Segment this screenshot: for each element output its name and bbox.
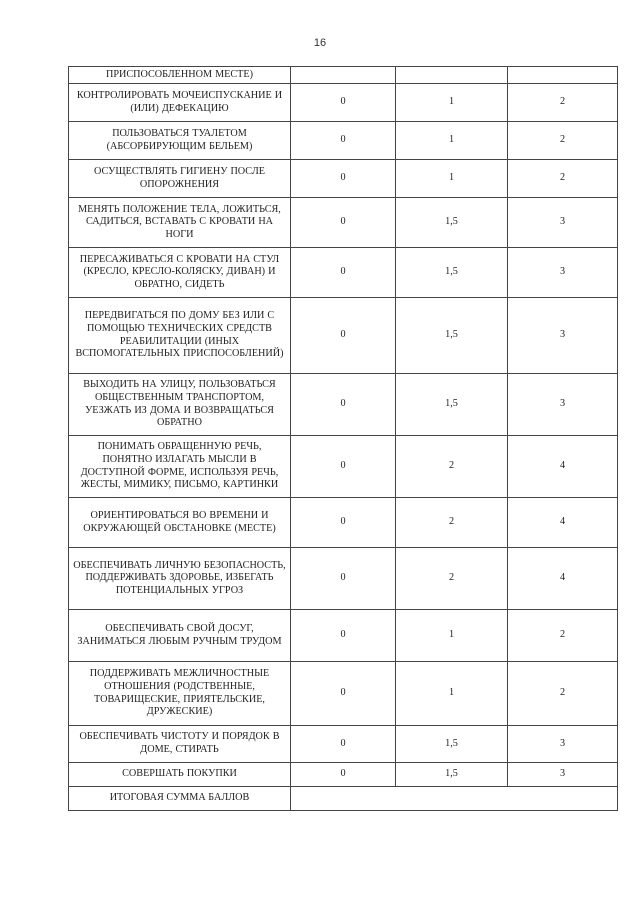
table-row [69,160,618,198]
score-cell-1: 1,5 [396,248,508,298]
score-cell-2: 3 [508,198,618,248]
score-cell-0: 0 [291,610,396,662]
activity-label: МЕНЯТЬ ПОЛОЖЕНИЕ ТЕЛА, ЛОЖИТЬСЯ, САДИТЬСЯ, ВСТАВАТЬ С КРОВАТИ НА НОГИ [69,198,291,248]
score-cell-2: 4 [508,548,618,610]
score-cell-2: 3 [508,726,618,763]
activity-label: ОБЕСПЕЧИВАТЬ СВОЙ ДОСУГ, ЗАНИМАТЬСЯ ЛЮБЫМ РУЧНЫМ ТРУДОМ [69,610,291,662]
score-cell-1: 1 [396,610,508,662]
score-cell-2: 2 [508,84,618,122]
table-row [69,662,618,726]
score-cell-0: 0 [291,198,396,248]
table-row [69,374,618,436]
score-cell-0: 0 [291,662,396,726]
score-cell-1: 2 [396,548,508,610]
score-cell-1: 1,5 [396,374,508,436]
score-cell-0: 0 [291,84,396,122]
score-cell-0: 0 [291,160,396,198]
table-row [69,248,618,298]
table-row [69,298,618,374]
table-row [69,548,618,610]
score-cell-0: 0 [291,374,396,436]
score-cell-1: 1,5 [396,726,508,763]
table-row [69,67,618,84]
score-cell-0: 0 [291,726,396,763]
score-cell-2: 2 [508,662,618,726]
score-cell-0: 0 [291,498,396,548]
score-cell-1: 1 [396,160,508,198]
score-cell-2: 3 [508,763,618,787]
table-row [69,122,618,160]
activity-label: ПЕРЕСАЖИВАТЬСЯ С КРОВАТИ НА СТУЛ (КРЕСЛО, КРЕСЛО-КОЛЯСКУ, ДИВАН) И ОБРАТНО, СИДЕТЬ [69,248,291,298]
score-cell-0: 0 [291,436,396,498]
score-cell-2: 2 [508,610,618,662]
activity-label: ОРИЕНТИРОВАТЬСЯ ВО ВРЕМЕНИ И ОКРУЖАЮЩЕЙ ОБСТАНОВКЕ (МЕСТЕ) [69,498,291,548]
table-row [69,763,618,787]
score-cell-2: 2 [508,122,618,160]
activity-label: ОБЕСПЕЧИВАТЬ ЧИСТОТУ И ПОРЯДОК В ДОМЕ, СТИРАТЬ [69,726,291,763]
score-cell-2 [508,67,618,84]
score-cell-1: 2 [396,498,508,548]
score-cell-1 [396,67,508,84]
page-number: 16 [313,37,327,49]
score-cell-1: 1 [396,122,508,160]
score-cell-2: 3 [508,298,618,374]
score-cell-1: 1,5 [396,763,508,787]
score-cell-1: 1,5 [396,198,508,248]
table-row [69,498,618,548]
table-row [69,198,618,248]
score-cell-2: 2 [508,160,618,198]
activity-label: ПОДДЕРЖИВАТЬ МЕЖЛИЧНОСТНЫЕ ОТНОШЕНИЯ (РОДСТВЕННЫЕ, ТОВАРИЩЕСКИЕ, ПРИЯТЕЛЬСКИЕ, ДРУЖЕСКИЕ) [69,662,291,726]
score-cell-1: 1,5 [396,298,508,374]
activity-label: ВЫХОДИТЬ НА УЛИЦУ, ПОЛЬЗОВАТЬСЯ ОБЩЕСТВЕННЫМ ТРАНСПОРТОМ, УЕЗЖАТЬ ИЗ ДОМА И ВОЗВРАЩАТЬСЯ ОБРАТНО [69,374,291,436]
score-cell-1: 1 [396,662,508,726]
activity-label: ОБЕСПЕЧИВАТЬ ЛИЧНУЮ БЕЗОПАСНОСТЬ, ПОДДЕРЖИВАТЬ ЗДОРОВЬЕ, ИЗБЕГАТЬ ПОТЕНЦИАЛЬНЫХ УГРОЗ [69,548,291,610]
score-cell-2: 4 [508,498,618,548]
total-label: ИТОГОВАЯ СУММА БАЛЛОВ [69,787,291,811]
activity-label: СОВЕРШАТЬ ПОКУПКИ [69,763,291,787]
table-row [69,726,618,763]
score-cell-2: 3 [508,374,618,436]
score-cell-1: 1 [396,84,508,122]
assessment-table [68,66,618,811]
score-cell-2: 4 [508,436,618,498]
score-cell-0: 0 [291,548,396,610]
activity-label: ПОНИМАТЬ ОБРАЩЕННУЮ РЕЧЬ, ПОНЯТНО ИЗЛАГАТЬ МЫСЛИ В ДОСТУПНОЙ ФОРМЕ, ИСПОЛЬЗУЯ РЕЧЬ, ЖЕСТЫ, МИМИКУ, ПИСЬМО, КАРТИНКИ [69,436,291,498]
activity-label: ПОЛЬЗОВАТЬСЯ ТУАЛЕТОМ (АБСОРБИРУЮЩИМ БЕЛЬЕМ) [69,122,291,160]
activity-label: КОНТРОЛИРОВАТЬ МОЧЕИСПУСКАНИЕ И (ИЛИ) ДЕФЕКАЦИЮ [69,84,291,122]
table-row [69,84,618,122]
score-cell-0 [291,67,396,84]
activity-label: ОСУЩЕСТВЛЯТЬ ГИГИЕНУ ПОСЛЕ ОПОРОЖНЕНИЯ [69,160,291,198]
activity-label: ПЕРЕДВИГАТЬСЯ ПО ДОМУ БЕЗ ИЛИ С ПОМОЩЬЮ ТЕХНИЧЕСКИХ СРЕДСТВ РЕАБИЛИТАЦИИ (ИНЫХ ВСПОМОГАТЕЛЬНЫХ ПРИСПОСОБЛЕНИЙ) [69,298,291,374]
score-cell-0: 0 [291,248,396,298]
score-cell-2: 3 [508,248,618,298]
score-cell-0: 0 [291,122,396,160]
table-row [69,610,618,662]
score-cell-0: 0 [291,298,396,374]
total-row [69,787,618,811]
total-value [291,787,618,811]
score-cell-1: 2 [396,436,508,498]
score-cell-0: 0 [291,763,396,787]
activity-label: ПРИСПОСОБЛЕННОМ МЕСТЕ) [69,67,291,84]
table-row [69,436,618,498]
